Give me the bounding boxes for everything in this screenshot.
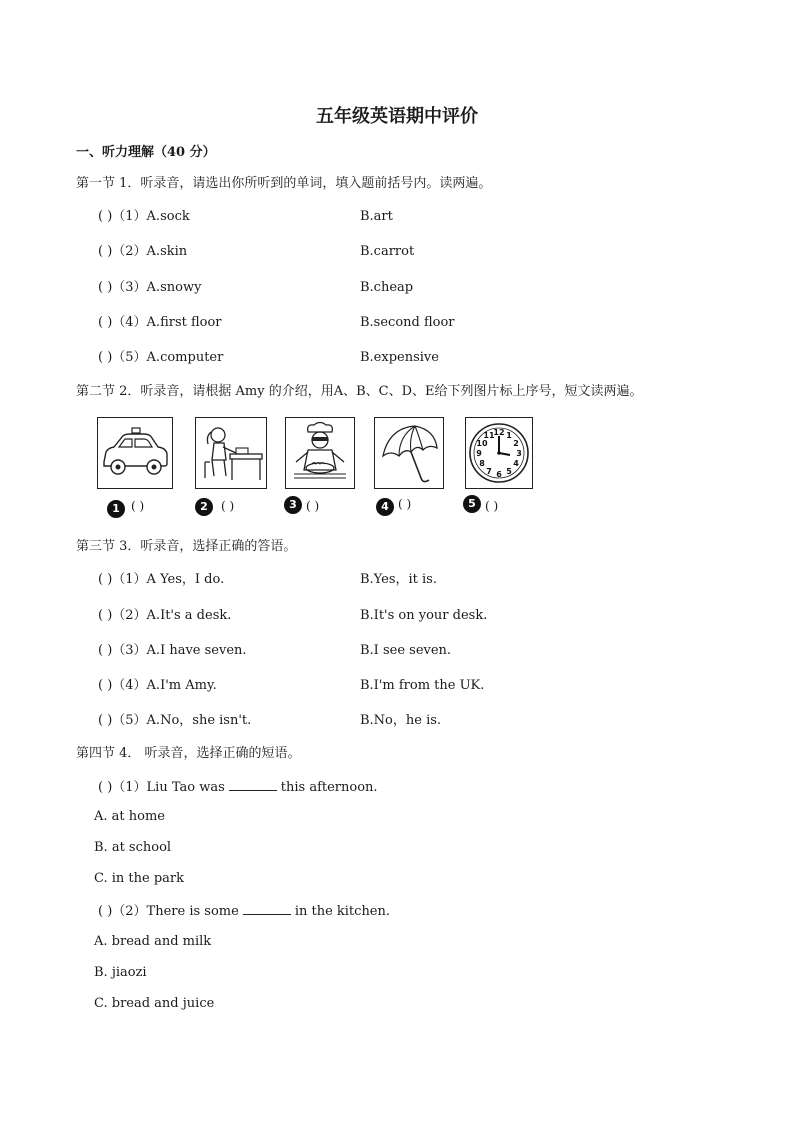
stem-prefix: ( )（2）There is some [98,904,239,919]
choice-option: A. bread and milk [94,934,212,949]
option-b: B.expensive [360,350,439,365]
question-stem: ( )（4）A.first floor [98,315,222,330]
choice-option: C. in the park [94,871,184,886]
choice-option: B. at school [94,840,172,855]
page-title: 五年级英语期中评价 [316,106,478,127]
question-stem: ( )（3）A.snowy [98,280,202,295]
section-heading: 一、听力理解（40 分） [76,145,216,160]
answer-paren: ( ) [306,499,320,513]
girl-at-desk-icon [196,418,266,488]
picture-car [97,417,173,489]
choice-option: C. bread and juice [94,996,215,1011]
option-b: B.Yes，it is. [360,572,437,587]
svg-text:3: 3 [516,449,522,458]
svg-text:8: 8 [479,459,485,468]
option-b: B.art [360,209,393,224]
picture-number-badge: 3 [284,496,302,514]
option-b: B.second floor [360,315,455,330]
picture-number-badge: 2 [195,498,213,516]
answer-paren: ( ) [398,497,412,511]
part3-instruction: 第三节 3．听录音，选择正确的答语。 [76,539,297,554]
question-stem: ( )（2）A.skin [98,244,188,259]
part2-instruction: 第二节 2．听录音，请根据 Amy 的介绍，用A、B、C、D、E给下列图片标上序号，短文读两遍。 [76,384,643,399]
option-b: B.It's on your desk. [360,608,488,623]
svg-text:12: 12 [493,428,505,437]
svg-text:4: 4 [513,459,519,468]
option-b: B.cheap [360,280,414,295]
option-b: B.carrot [360,244,415,259]
question-stem: ( )（5）A.computer [98,350,224,365]
cook-icon [286,418,354,488]
option-b: B.I see seven. [360,643,452,658]
question-stem: ( )（3）A.I have seven. [98,643,247,658]
question-stem: ( )（4）A.I'm Amy. [98,678,217,693]
part4-instruction: 第四节 4． 听录音，选择正确的短语。 [76,746,301,761]
stem-prefix: ( )（1）Liu Tao was [98,780,225,795]
choice-option: A. at home [94,809,165,824]
car-icon [98,418,172,488]
svg-text:1: 1 [506,431,512,440]
question-stem: ( )（1）A.sock [98,209,190,224]
question-stem [98,778,378,796]
answer-paren: ( ) [131,499,145,513]
option-b: B.No，he is. [360,713,442,728]
question-stem: ( )（5）A.No，she isn't. [98,713,252,728]
question-stem: ( )（2）A.It's a desk. [98,608,232,623]
answer-paren: ( ) [485,499,499,513]
fill-blank [229,778,277,791]
svg-text:10: 10 [476,439,488,448]
svg-text:7: 7 [486,467,492,476]
picture-number-badge: 4 [376,498,394,516]
question-stem [98,902,390,920]
svg-text:5: 5 [506,467,512,476]
choice-option: B. jiaozi [94,965,147,980]
svg-text:2: 2 [513,439,519,448]
umbrella-icon [375,418,443,488]
part1-instruction: 第一节 1．听录音，请选出你所听到的单词，填入题前括号内。读两遍。 [76,176,492,191]
picture-clock [465,417,533,489]
picture-girl-at-desk [195,417,267,489]
svg-text:6: 6 [496,470,502,479]
picture-cook [285,417,355,489]
svg-text:11: 11 [483,431,495,440]
stem-suffix: in the kitchen. [294,904,391,919]
clock-icon [466,418,532,488]
question-stem: ( )（1）A Yes，I do. [98,572,225,587]
picture-umbrella [374,417,444,489]
picture-number-badge: 1 [107,500,125,518]
stem-suffix: this afternoon. [280,780,378,795]
svg-text:9: 9 [476,449,482,458]
picture-number-badge: 5 [463,495,481,513]
option-b: B.I'm from the UK. [360,678,485,693]
fill-blank [243,902,291,915]
answer-paren: ( ) [221,499,235,513]
